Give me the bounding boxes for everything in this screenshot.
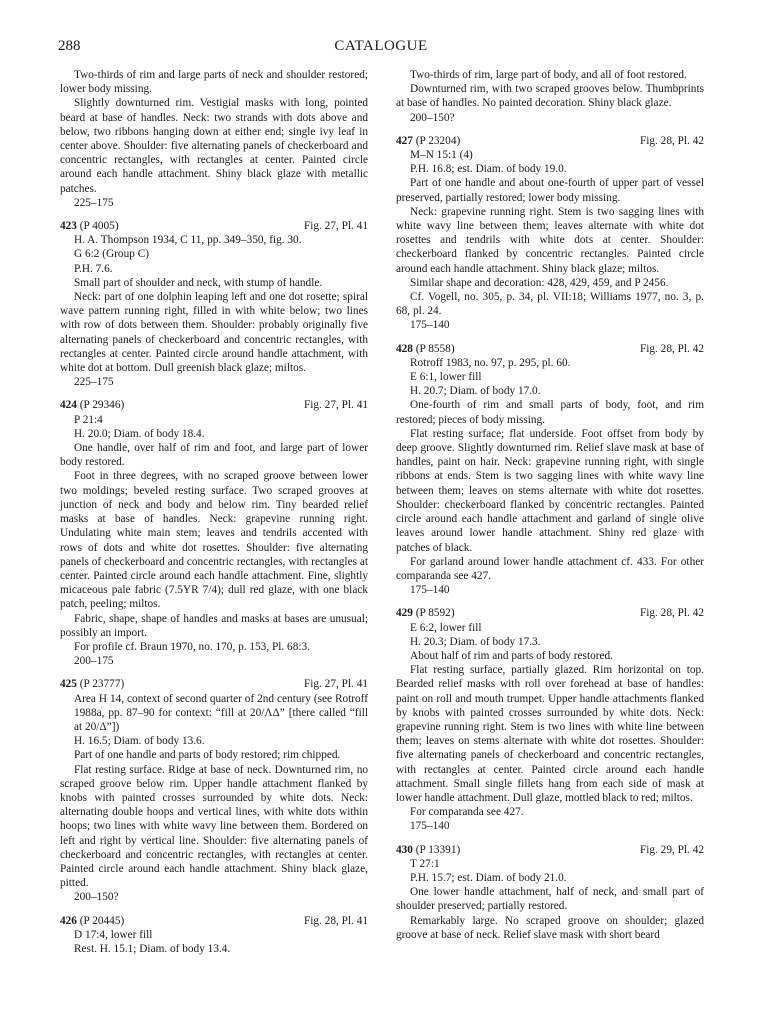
- figure-reference: Fig. 28, Pl. 42: [639, 134, 704, 147]
- page-header: [58, 38, 704, 58]
- entry-context: Area H 14, context of second quarter of 2nd century (see Rotroff 1988a, pp. 87–90 for context: “fill at 20/ΛΔ” [there called “fill at 20/Δ”]): [74, 692, 368, 733]
- figure-reference: Fig. 28, Pl. 42: [639, 607, 704, 620]
- entry-dimensions: P.H. 16.8; est. Diam. of body 19.0.: [410, 163, 567, 176]
- entry-paragraph: For comparanda see 427.: [410, 806, 524, 819]
- entry-paragraph: For garland around lower handle attachment cf. 433. For other comparanda see 427.: [396, 555, 704, 582]
- entry-paragraph: Fabric, shape, shape of handles and masks at bases are unusual; possibly an import.: [60, 612, 368, 639]
- entry-deposit: T 27:1: [410, 857, 440, 870]
- entry-heading: [396, 606, 704, 620]
- figure-reference: Fig. 27, Pl. 41: [303, 678, 368, 691]
- entry-paragraph: One lower handle attachment, half of neck, and small part of shoulder preserved; partially restored.: [396, 886, 704, 913]
- entry-paragraph: Slightly downturned rim. Vestigial masks with long, pointed beard at base of handles. Neck: two strands with dots above and below, two ribbons hanging down at either end; single ivy leaf in center above. Shoulder: five alternating panels of checkerboard and concentric rectangles, with rectangles at center. Painted circle around each handle attachment. Shiny black glaze with metallic patches.: [60, 97, 368, 195]
- catalogue-entry-429: [396, 606, 704, 833]
- entry-reference: Rotroff 1983, no. 97, p. 295, pl. 60.: [410, 356, 571, 369]
- catalogue-entry-426-continued: [396, 68, 704, 125]
- entry-paragraph: Small part of shoulder and neck, with stump of handle.: [74, 276, 323, 289]
- entry-number: 428: [396, 342, 413, 355]
- entry-deposit: M–N 15:1 (4): [410, 149, 473, 162]
- figure-reference: Fig. 28, Pl. 42: [639, 342, 704, 355]
- entry-deposit: D 17:4, lower fill: [74, 928, 153, 941]
- entry-paragraph: Two-thirds of rim and large parts of neck and shoulder restored; lower body missing.: [60, 69, 368, 96]
- entry-dimensions: P.H. 7.6.: [74, 262, 113, 275]
- figure-reference: Fig. 27, Pl. 41: [303, 220, 368, 233]
- right-column: [396, 68, 704, 942]
- entry-paragraph: Similar shape and decoration: 428, 429, 459, and P 2456.: [410, 276, 669, 289]
- entry-paragraph: Neck: part of one dolphin leaping left and one dot rosette; spiral wave pattern running right, filled in with white below; two lines with row of dots between them. Shoulder: probably originally five alternating panels of checkerboard and concentric rectangles, with rectangles at center. Painted circle around handle attachment, with white dot at bottom. Dull greenish black glaze; miltos.: [60, 291, 368, 375]
- inventory-number: (P 23777): [79, 678, 125, 691]
- entry-date: 175–140: [410, 820, 450, 833]
- entry-number: 423: [60, 220, 77, 233]
- entry-heading: [60, 398, 368, 412]
- entry-dimensions: H. 16.5; Diam. of body 13.6.: [74, 735, 205, 748]
- inventory-number: (P 13391): [415, 843, 461, 856]
- entry-heading: [60, 219, 368, 233]
- entry-paragraph: One handle, over half of rim and foot, and large part of lower body restored.: [60, 442, 368, 469]
- inventory-number: (P 23204): [415, 134, 461, 147]
- figure-reference: Fig. 27, Pl. 41: [303, 399, 368, 412]
- entry-reference: H. A. Thompson 1934, C 11, pp. 349–350, fig. 30.: [74, 234, 302, 247]
- entry-deposit: E 6:1, lower fill: [410, 371, 482, 384]
- entry-dimensions: Rest. H. 15.1; Diam. of body 13.4.: [74, 942, 231, 955]
- entry-deposit: G 6:2 (Group C): [74, 248, 149, 261]
- page-number: 288: [58, 38, 81, 54]
- catalogue-entry-423: [60, 219, 368, 389]
- entry-deposit: P 21:4: [74, 413, 103, 426]
- entry-deposit: E 6:2, lower fill: [410, 621, 482, 634]
- entry-paragraph: Foot in three degrees, with no scraped groove between lower two moldings; beveled resting surface. Two scraped grooves at junction of neck and body and below rim. Tiny bearded relief masks at base of handles. Neck: grapevine running right. Undulating white main stem; leaves and tendrils accented with rows of dots and white dot rosettes. Shoulder: five alternating panels of checkerboard and concentric rectangles, with rectangles at center. Painted circle around each handle attachment. Fine, slightly micaceous pale fabric (7.5YR 7/4); dull red glaze, with one black patch, peeling; miltos.: [60, 470, 368, 611]
- figure-reference: Fig. 29, Pl. 42: [639, 843, 704, 856]
- entry-paragraph: For profile cf. Braun 1970, no. 170, p. 153, Pl. 68:3.: [74, 640, 310, 653]
- entry-paragraph: One-fourth of rim and small parts of body, foot, and rim restored; pieces of body missing.: [396, 399, 704, 426]
- entry-paragraph: Downturned rim, with two scraped grooves below. Thumbprints at base of handles. No painted decoration. Shiny black glaze.: [396, 83, 704, 110]
- inventory-number: (P 8558): [415, 342, 455, 355]
- entry-number: 427: [396, 134, 413, 147]
- left-column: [60, 68, 368, 956]
- inventory-number: (P 29346): [79, 399, 125, 412]
- entry-paragraph: Part of one handle and about one-fourth of upper part of vessel preserved, partially restored; lower body missing.: [396, 177, 704, 204]
- entry-date: 225–175: [74, 196, 114, 209]
- entry-paragraph: Two-thirds of rim, large part of body, and all of foot restored.: [410, 69, 687, 81]
- inventory-number: (P 20445): [79, 914, 125, 927]
- entry-paragraph: Flat resting surface. Ridge at base of neck. Downturned rim, no scraped groove below rim. Upper handle attachment flanked by knobs with painted crosses surrounded by white dots. Neck: alternating double hoops and vertical lines, with white dots within hoops; two lines with white wavy line between them. Bordered on left and right by vertical line. Shoulder: five alternating panels of checkerboard and concentric rectangles, with rectangles at center. Painted circle around each handle attachment. Shiny black glaze, pitted.: [60, 763, 368, 890]
- entry-paragraph: Flat resting surface, partially glazed. Rim horizontal on top. Bearded relief masks with roll over forehead at base of handles: paint on roll and mouth trumpet. Upper handle attachments flanked by knobs with painted crosses surrounded by white dots. Neck: grapevine running right. Stem is two lines with white line between them; leaves on stems alternate with white dot rosettes. Shoulder: five alternating panels of checkerboard and concentric rectangles, with rectangles at center. Painted circle around each handle attachment. Small single fillets hang from each side of mask at lower handle attachment. Dull glaze, mottled black to red; miltos.: [396, 664, 704, 804]
- entry-date: 200–175: [74, 655, 114, 668]
- figure-reference: Fig. 28, Pl. 41: [303, 914, 368, 927]
- entry-paragraph: Cf. Vogell, no. 305, p. 34, pl. VII:18; Williams 1977, no. 3, p. 68, pl. 24.: [396, 291, 704, 318]
- entry-number: 425: [60, 678, 77, 691]
- entry-date: 175–140: [410, 584, 450, 597]
- entry-number: 429: [396, 607, 413, 620]
- entry-dimensions: H. 20.7; Diam. of body 17.0.: [410, 385, 541, 398]
- inventory-number: (P 4005): [79, 220, 119, 233]
- entry-dimensions: P.H. 15.7; est. Diam. of body 21.0.: [410, 871, 567, 884]
- entry-dimensions: H. 20.0; Diam. of body 18.4.: [74, 427, 205, 440]
- catalogue-entry-427: [396, 134, 704, 333]
- entry-number: 424: [60, 399, 77, 412]
- catalogue-entry-428: [396, 342, 704, 598]
- entry-heading: [396, 843, 704, 857]
- entry-date: 225–175: [74, 376, 114, 389]
- entry-heading: [396, 134, 704, 148]
- entry-date: 200–150?: [74, 891, 119, 904]
- catalogue-entry-425: [60, 677, 368, 904]
- entry-dimensions: H. 20.3; Diam. of body 17.3.: [410, 635, 541, 648]
- entry-paragraph: Part of one handle and parts of body restored; rim chipped.: [74, 749, 341, 762]
- running-title: CATALOGUE: [334, 38, 428, 54]
- entry-number: 430: [396, 843, 413, 856]
- catalogue-entry-426: [60, 914, 368, 957]
- inventory-number: (P 8592): [415, 607, 455, 620]
- entry-date: 175–140: [410, 319, 450, 332]
- entry-heading: [60, 677, 368, 691]
- entry-heading: [396, 342, 704, 356]
- entry-date: 200–150?: [410, 111, 455, 124]
- catalogue-entry-430: [396, 843, 704, 942]
- entry-heading: [60, 914, 368, 928]
- catalogue-entry-424: [60, 398, 368, 668]
- entry-paragraph: Neck: grapevine running right. Stem is two sagging lines with white wavy line between them; leaves alternate with white dot rosettes and tendrils with white dots at center. Shoulder: checkerboard flanked by concentric rectangles. Painted circle around each handle attachment. Shiny black glaze; miltos.: [396, 205, 704, 275]
- catalogue-entry-continued: [60, 68, 368, 210]
- entry-paragraph: Flat resting surface; flat underside. Foot offset from body by deep groove. Slightly downturned rim. Relief slave mask at base of handles, paint on hair. Neck: grapevine running right, with single ribbons at ends. Stem is two sagging lines with white wavy line between them; leaves on stems alternate with white dot rosettes. Shoulder: checkerboard flanked by concentric rectangles. Painted circle around each handle attachment and garland of single olive leaves around lower handle attachment. Shiny red glaze with patches of black.: [396, 427, 704, 554]
- entry-paragraph: Remarkably large. No scraped groove on shoulder; glazed groove at base of neck. Relief slave mask with short beard: [396, 914, 704, 941]
- entry-number: 426: [60, 914, 77, 927]
- entry-paragraph: About half of rim and parts of body restored.: [410, 649, 613, 662]
